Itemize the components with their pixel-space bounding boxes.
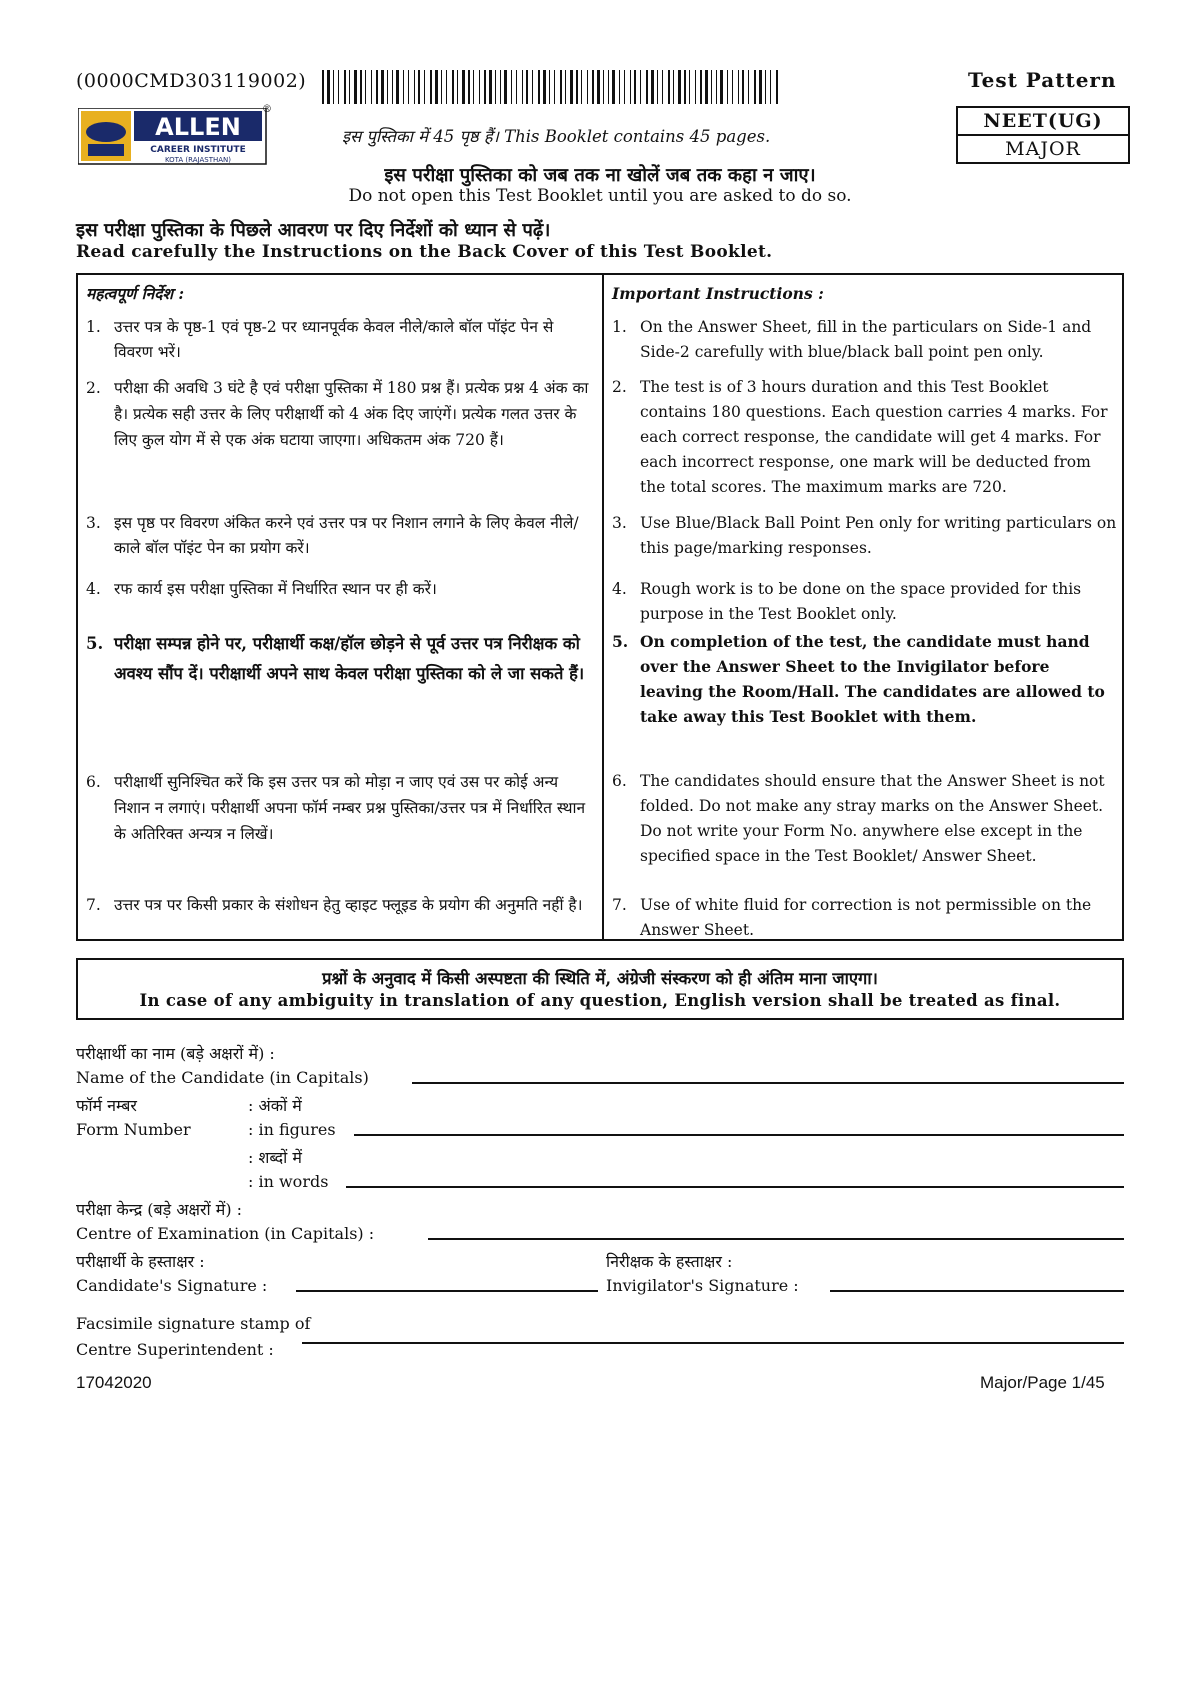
paper-code: (0000CMD303119002) [76, 70, 307, 92]
in-figures-label-hindi: : अंकों में [248, 1096, 302, 1115]
invigilator-signature-label-english: Invigilator's Signature : [606, 1276, 799, 1295]
invigilator-signature-field[interactable] [830, 1290, 1124, 1292]
instructions-title-english: Important Instructions : [612, 284, 824, 303]
centre-label-english: Centre of Examination (in Capitals) : [76, 1224, 375, 1243]
in-words-label-hindi: : शब्दों में [248, 1148, 302, 1167]
barcode [322, 70, 782, 104]
logo-city: KOTA (RAJASTHAN) [164, 156, 232, 164]
translation-notice-hindi: प्रश्नों के अनुवाद में किसी अस्पष्टता की स्थिति में, अंग्रेजी संस्करण को ही अंतिम माना जाएगा। [322, 969, 878, 988]
logo-text: ALLEN [155, 113, 241, 141]
form-number-label-hindi: फॉर्म नम्बर [76, 1096, 137, 1115]
pattern-exam: NEET(UG) [958, 108, 1128, 136]
form-number-figures-field[interactable] [354, 1134, 1124, 1136]
name-label-hindi: परीक्षार्थी का नाम (बड़े अक्षरों में) : [76, 1044, 275, 1063]
form-number-label-english: Form Number [76, 1120, 191, 1139]
centre-label-hindi: परीक्षा केन्द्र (बड़े अक्षरों में) : [76, 1200, 243, 1219]
footer-code: 17042020 [76, 1373, 152, 1392]
name-field[interactable] [412, 1082, 1124, 1084]
stamp-label-line2: Centre Superintendent : [76, 1340, 274, 1359]
warning-hindi: इस परीक्षा पुस्तिका को जब तक ना खोलें जब तक कहा न जाए। [384, 165, 816, 186]
in-figures-label-english: : in figures [248, 1120, 336, 1139]
warning-english: Do not open this Test Booklet until you are asked to do so. [348, 186, 852, 206]
in-words-label-english: : in words [248, 1172, 329, 1191]
candidate-signature-label-hindi: परीक्षार्थी के हस्ताक्षर : [76, 1252, 205, 1271]
read-instructions-english: Read carefully the Instructions on the Back Cover of this Test Booklet. [76, 242, 773, 262]
translation-notice-box [76, 958, 1124, 1020]
read-instructions-hindi: इस परीक्षा पुस्तिका के पिछले आवरण पर दिए निर्देशों को ध्यान से पढ़ें। [76, 220, 551, 241]
column-divider [602, 275, 604, 939]
allen-logo [78, 108, 268, 166]
pattern-type: MAJOR [1005, 138, 1081, 160]
translation-notice-english: In case of any ambiguity in translation of any question, English version shall be treated as final. [139, 991, 1061, 1010]
instructions-title-hindi: महत्वपूर्ण निर्देश : [86, 284, 185, 303]
candidate-signature-label-english: Candidate's Signature : [76, 1276, 268, 1295]
instructions-box: महत्वपूर्ण निर्देश : 1. उत्तर पत्र के पृष्ठ-1 एवं पृष्ठ-2 पर ध्यानपूर्वक केवल नीले/काले बॉल पॉइंट पेन से विवरण भरें। 2. परीक्षा की अवधि 3 घंटे है एवं परीक्षा पुस्तिका में 180 प्रश्न हैं। प्रत्येक प्रश्न 4 अंक का है। प्रत्येक सही उत्तर के लिए परीक्षार्थी को 4 अंक दिए जाएंगें। प्रत्येक गलत उत्तर के लिए कुल योग में से एक अंक घटाया जाएगा। अधिकतम अंक 720 हैं। 3. इस पृष्ठ पर विवरण अंकित करने एवं उत्तर पत्र पर निशान लगाने के लिए केवल नीले/काले बॉल पॉइंट पेन का प्रयोग करें। 4. रफ कार्य इस परीक्षा पुस्तिका में निर्धारित स्थान पर ही करें। 5. परीक्षा सम्पन्न होने पर, परीक्षार्थी कक्ष/हॉल छोड़ने से पूर्व उत्तर पत्र निरीक्षक को अवश्य सौंप दें। परीक्षार्थी अपने साथ केवल परीक्षा पुस्तिका को ले जा सकते हैं। 6. परीक्षार्थी सुनिश्चित करें कि इस उत्तर पत्र को मोड़ा न जाए एवं उस पर कोई अन्य निशान न लगाएं। परीक्षार्थी अपना फॉर्म नम्बर प्रश्न पुस्तिका/उत्तर पत्र में निर्धारित स्थान के अतिरिक्त अन्यत्र न लिखें। 7. उत्तर पत्र पर किसी प्रकार के संशोधन हेतु व्हाइट फ्लूइड के प्रयोग की अनुमति नहीं है। Important Instructions : 1. On the Answer Sheet, fill in the particulars on Side-1 and Side-2 carefully with blue/black ball point pen only. 2. The test is of 3 hours duration and this Test Booklet contains 180 questions. Each question carries 4 marks. For each correct response, the candidate will get 4 marks. For each incorrect response, one mark will be deducted from the total scores. The maximum marks are 720. 3. Use Blue/Black Ball Point Pen only for writing particulars on this page/marking responses. 4. Rough work is to be done on the space provided for this purpose in the Test Booklet only. 5. On completion of the test, the candidate must hand over the Answer Sheet to the Invigilator before leaving the Room/Hall. The candidates are allowed to take away this Test Booklet with them. 6. The candidates should ensure that the Answer Sheet is not folded. Do not make any stray marks on the Answer Sheet. Do not write your Form No. anywhere else except in the specified space in the Test Booklet/ Answer Sheet. 7. Use of white fluid for correction is not permissible on the Answer Sheet. [76, 273, 1124, 941]
candidate-signature-field[interactable] [296, 1290, 598, 1292]
test-pattern-label: Test Pattern [968, 68, 1117, 92]
test-pattern-box [956, 106, 1130, 164]
name-label-english: Name of the Candidate (in Capitals) [76, 1068, 369, 1087]
page-number: Major/Page 1/45 [980, 1373, 1105, 1392]
invigilator-signature-label-hindi: निरीक्षक के हस्ताक्षर : [606, 1252, 733, 1271]
booklet-pages-note: इस पुस्तिका में 45 पृष्ठ हैं। This Booklet contains 45 pages. [342, 127, 771, 146]
logo-subtitle: CAREER INSTITUTE [150, 145, 246, 155]
centre-field[interactable] [428, 1238, 1124, 1240]
form-number-words-field[interactable] [346, 1186, 1124, 1188]
stamp-label-line1: Facsimile signature stamp of [76, 1314, 311, 1333]
superintendent-stamp-field[interactable] [302, 1342, 1124, 1344]
